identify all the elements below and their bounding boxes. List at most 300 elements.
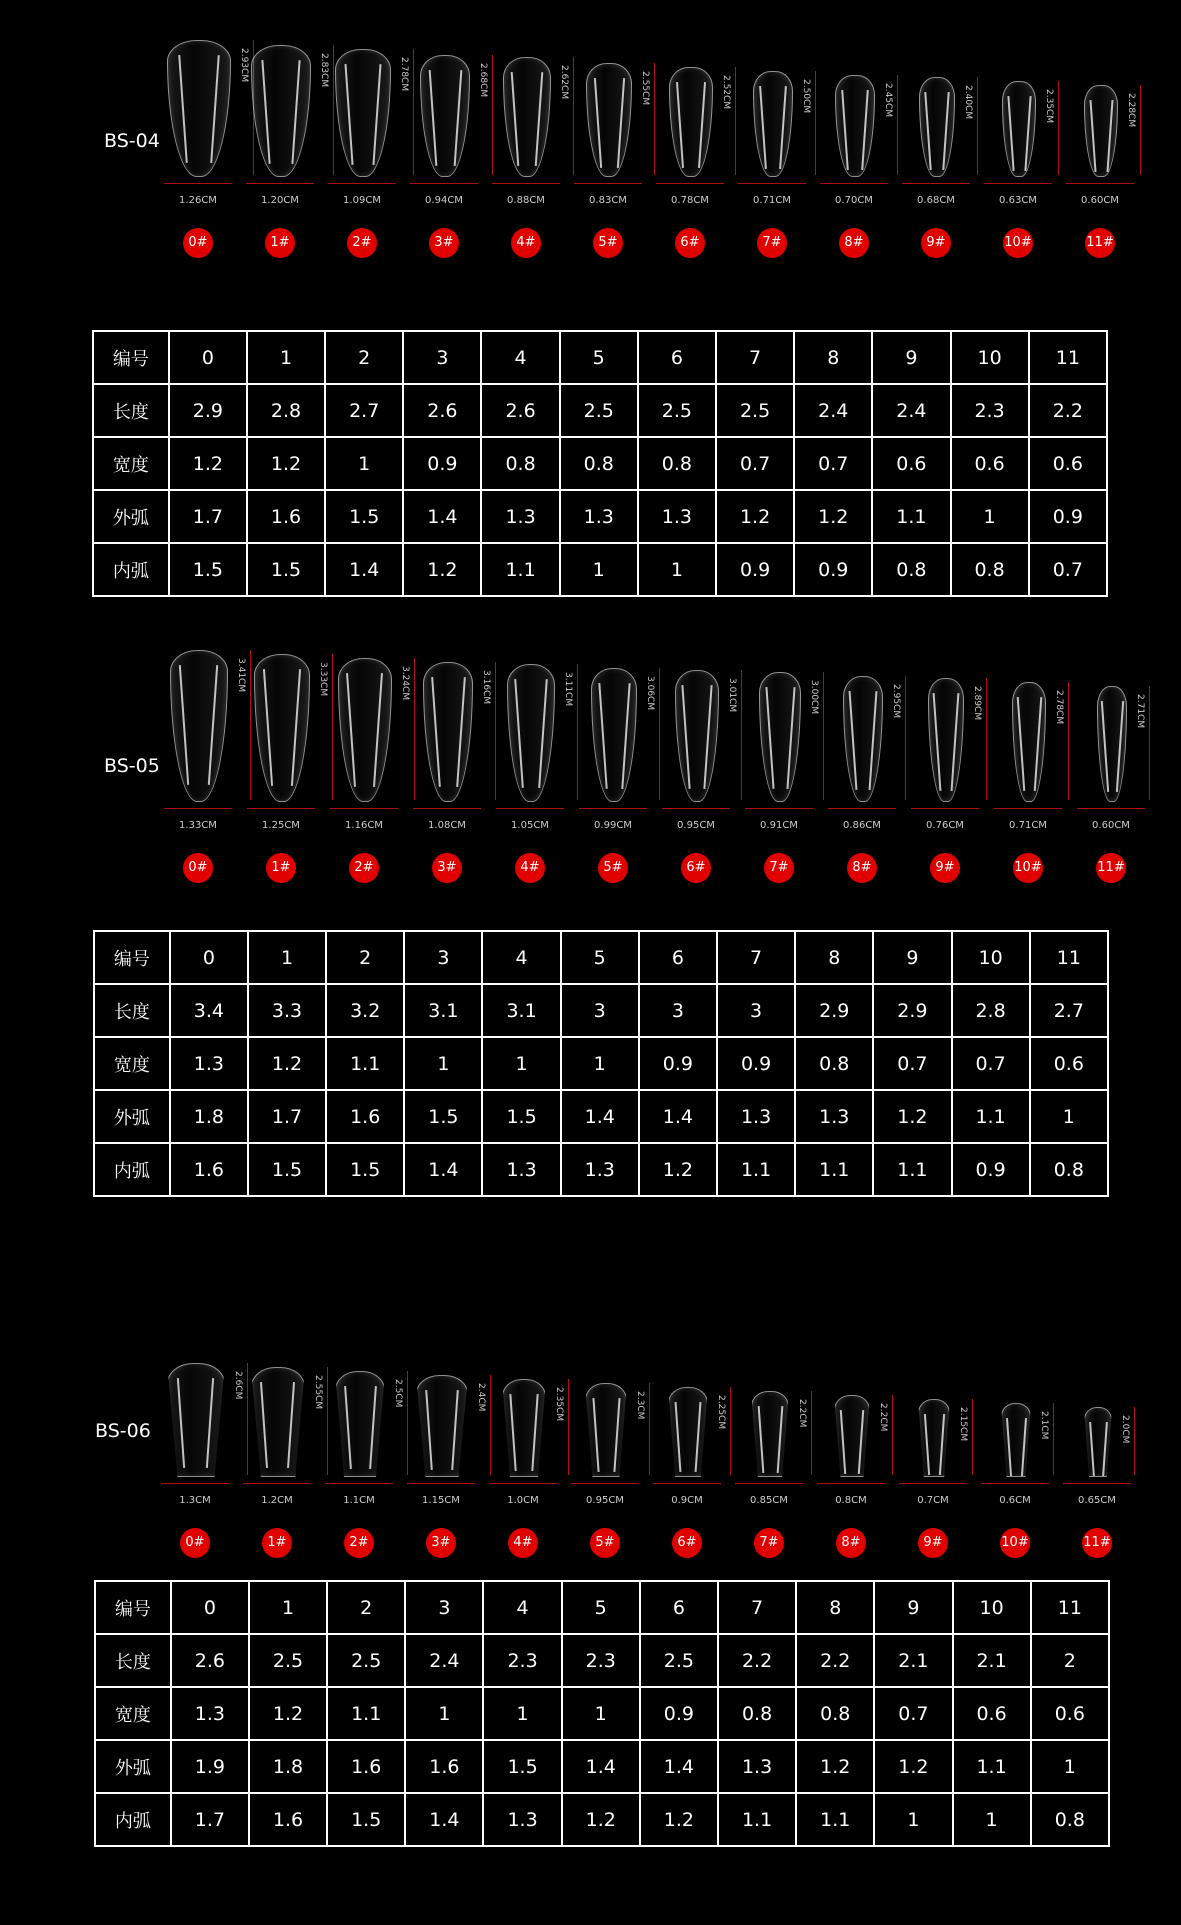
nail-highlight-line: [208, 665, 218, 785]
table-cell: 1.2: [247, 437, 325, 490]
nail-highlight-line: [178, 55, 187, 163]
nail-highlight-line: [535, 72, 543, 166]
length-marker-line: [823, 672, 824, 800]
table-cell: 0.7: [874, 1687, 952, 1740]
size-badge: 11#: [1085, 228, 1115, 258]
size-badge: 5#: [598, 853, 628, 883]
width-marker-line: [489, 1483, 557, 1484]
table-cell: 1.1: [717, 1143, 795, 1196]
table-row: [95, 1740, 1109, 1793]
table-cell: 4: [483, 1581, 561, 1634]
table-cell: 1.5: [483, 1740, 561, 1793]
nail-highlight-line: [849, 691, 857, 790]
nail-length-label: 2.40CM: [963, 85, 973, 120]
nail-length-label: 3.00CM: [809, 680, 819, 715]
nail-length-label: 2.71CM: [1135, 694, 1145, 729]
nail-tip: [507, 664, 555, 802]
table-cell: 3.2: [326, 984, 404, 1037]
nail-tip: [335, 1371, 385, 1477]
table-cell: 10: [952, 931, 1030, 984]
width-marker-line: [738, 183, 806, 184]
table-cell: 1.6: [170, 1143, 248, 1196]
length-marker-line: [1068, 682, 1069, 800]
nail-tip: [675, 670, 719, 802]
table-cell: 1.2: [248, 1037, 326, 1090]
length-marker-line: [1149, 686, 1150, 800]
table-cell: 0.9: [716, 543, 794, 596]
size-badge: 11#: [1082, 1528, 1112, 1558]
table-cell: 1.4: [640, 1740, 718, 1793]
length-marker-line: [741, 670, 742, 800]
width-marker-line: [247, 808, 315, 809]
table-cell: 2.9: [873, 984, 951, 1037]
row-header-cell: 宽度: [94, 1037, 170, 1090]
nail-highlight-line: [682, 685, 691, 789]
width-marker-line: [410, 183, 478, 184]
table-cell: 11: [1030, 931, 1108, 984]
table-cell: 2.2: [718, 1634, 796, 1687]
nail-width-label: 0.83CM: [589, 195, 627, 206]
table-cell: 0.8: [718, 1687, 796, 1740]
nail-length-label: 2.4CM: [476, 1383, 486, 1412]
table-cell: 7: [716, 331, 794, 384]
size-badge: 3#: [429, 228, 459, 258]
table-cell: 0.7: [1029, 543, 1107, 596]
nail-length-label: 2.83CM: [319, 53, 329, 88]
width-marker-line: [662, 808, 730, 809]
nail-width-label: 0.65CM: [1078, 1495, 1116, 1506]
nail-highlight-line: [206, 1378, 214, 1467]
nail-width-label: 1.09CM: [343, 195, 381, 206]
length-marker-line: [1053, 1403, 1054, 1475]
nail-highlight-line: [1090, 100, 1097, 172]
size-badge: 0#: [183, 228, 213, 258]
nail-length-label: 2.52CM: [721, 75, 731, 110]
table-cell: 1.5: [325, 490, 403, 543]
nail-width-label: 0.7CM: [917, 1495, 949, 1506]
table-cell: 1.6: [249, 1793, 327, 1846]
table-cell: 1.5: [326, 1143, 404, 1196]
nail-tip: [753, 71, 793, 177]
width-marker-line: [328, 183, 396, 184]
table-cell: 1.1: [718, 1793, 796, 1846]
nail-highlight-line: [1024, 96, 1031, 171]
nail-highlight-line: [695, 1402, 701, 1472]
table-cell: 11: [1031, 1581, 1109, 1634]
nail-highlight-line: [951, 693, 959, 790]
table-cell: 2.8: [952, 984, 1030, 1037]
nail-tip: [759, 672, 801, 802]
nail-length-label: 2.89CM: [972, 686, 982, 721]
table-cell: 0.8: [638, 437, 716, 490]
table-cell: 3: [404, 931, 482, 984]
row-header-cell: 外弧: [95, 1740, 171, 1793]
table-cell: 2.3: [562, 1634, 640, 1687]
nail-length-label: 2.6CM: [233, 1371, 243, 1400]
table-cell: 1.2: [796, 1740, 874, 1793]
nail-length-label: 2.1CM: [1039, 1411, 1049, 1440]
nail-highlight-line: [858, 1410, 864, 1474]
size-badge: 10#: [1000, 1528, 1030, 1558]
table-row: [93, 384, 1107, 437]
table-cell: 1.8: [170, 1090, 248, 1143]
table-cell: 3: [561, 984, 639, 1037]
table-cell: 1.2: [403, 543, 481, 596]
nail-width-label: 0.68CM: [917, 195, 955, 206]
model-code: BS-05: [104, 755, 160, 777]
table-cell: 6: [639, 931, 717, 984]
size-badge: 5#: [590, 1528, 620, 1558]
nail-tip: [1002, 81, 1036, 177]
width-marker-line: [653, 1483, 721, 1484]
nail-length-label: 3.24CM: [400, 666, 410, 701]
size-badge: 9#: [918, 1528, 948, 1558]
table-cell: 3.1: [482, 984, 560, 1037]
nail-tip: [170, 650, 228, 802]
nail-highlight-line: [261, 60, 270, 164]
table-cell: 1.1: [327, 1687, 405, 1740]
table-cell: 1.3: [718, 1740, 796, 1793]
size-badge: 4#: [508, 1528, 538, 1558]
nail-length-label: 3.01CM: [727, 678, 737, 713]
width-marker-line: [164, 808, 232, 809]
nail-highlight-line: [287, 1382, 295, 1468]
table-cell: 1.6: [247, 490, 325, 543]
width-marker-line: [164, 183, 232, 184]
table-cell: 1: [249, 1581, 327, 1634]
table-cell: 1.3: [717, 1090, 795, 1143]
nail-tip: [420, 55, 470, 177]
width-marker-line: [745, 808, 813, 809]
nail-width-label: 0.86CM: [843, 820, 881, 831]
nail-tip: [167, 40, 231, 177]
nail-highlight-line: [676, 82, 684, 168]
nail-highlight-line: [344, 1386, 351, 1469]
nail-length-label: 2.2CM: [878, 1403, 888, 1432]
table-cell: 1.7: [169, 490, 247, 543]
table-row: [93, 437, 1107, 490]
table-cell: 3.4: [170, 984, 248, 1037]
table-cell: 1.1: [796, 1793, 874, 1846]
nail-highlight-line: [840, 1410, 846, 1474]
nail-highlight-line: [260, 1382, 268, 1468]
nail-width-label: 0.9CM: [671, 1495, 703, 1506]
table-cell: 1.2: [640, 1793, 718, 1846]
nail-tip: [585, 1383, 627, 1477]
nail-tip: [254, 654, 310, 802]
length-marker-line: [407, 1371, 408, 1475]
size-badge: 7#: [754, 1528, 784, 1558]
table-cell: 1.2: [794, 490, 872, 543]
model-code: BS-06: [95, 1420, 151, 1442]
nail-highlight-line: [374, 673, 383, 786]
nail-tip: [1084, 85, 1118, 177]
nail-width-label: 0.95CM: [586, 1495, 624, 1506]
length-marker-line: [659, 668, 660, 800]
length-marker-line: [495, 662, 496, 800]
table-cell: 0.7: [952, 1037, 1030, 1090]
table-cell: 3.3: [248, 984, 326, 1037]
nail-width-label: 1.1CM: [343, 1495, 375, 1506]
nail-highlight-line: [425, 1390, 432, 1470]
table-cell: 2.2: [796, 1634, 874, 1687]
size-badge: 7#: [764, 853, 794, 883]
width-marker-line: [902, 183, 970, 184]
table-cell: 9: [873, 931, 951, 984]
nail-highlight-line: [621, 683, 630, 788]
nail-highlight-line: [291, 669, 301, 786]
table-cell: 0.8: [795, 1037, 873, 1090]
nail-highlight-line: [531, 1394, 538, 1471]
table-cell: 0.7: [716, 437, 794, 490]
table-cell: 8: [795, 931, 873, 984]
row-header-cell: 编号: [94, 931, 170, 984]
table-cell: 0.8: [560, 437, 638, 490]
nail-highlight-line: [538, 679, 547, 788]
table-cell: 2.7: [1030, 984, 1108, 1037]
nail-highlight-line: [346, 673, 355, 786]
nail-length-label: 2.3CM: [635, 1391, 645, 1420]
table-cell: 0.7: [873, 1037, 951, 1090]
nail-width-label: 1.08CM: [428, 820, 466, 831]
nail-highlight-line: [1089, 1422, 1094, 1476]
table-cell: 0.8: [1031, 1793, 1109, 1846]
nail-width-label: 1.26CM: [179, 195, 217, 206]
width-marker-line: [981, 1483, 1049, 1484]
table-cell: 1.3: [170, 1037, 248, 1090]
nail-length-label: 2.68CM: [478, 63, 488, 98]
table-cell: 1.3: [560, 490, 638, 543]
nail-tip: [669, 67, 713, 177]
nail-width-label: 1.20CM: [261, 195, 299, 206]
nail-length-label: 2.2CM: [797, 1399, 807, 1428]
size-badge: 1#: [262, 1528, 292, 1558]
width-marker-line: [574, 183, 642, 184]
nail-length-label: 2.45CM: [883, 83, 893, 118]
size-badge: 8#: [847, 853, 877, 883]
size-badge: 6#: [672, 1528, 702, 1558]
nail-length-label: 2.78CM: [399, 57, 409, 92]
row-header-cell: 宽度: [95, 1687, 171, 1740]
nail-width-label: 0.8CM: [835, 1495, 867, 1506]
length-marker-line: [250, 650, 251, 800]
table-cell: 1.3: [171, 1687, 249, 1740]
table-cell: 8: [796, 1581, 874, 1634]
nail-length-label: 2.95CM: [891, 684, 901, 719]
table-cell: 0.9: [1029, 490, 1107, 543]
nail-highlight-line: [372, 64, 381, 165]
size-badge: 11#: [1096, 853, 1126, 883]
width-marker-line: [571, 1483, 639, 1484]
width-marker-line: [161, 1483, 229, 1484]
row-header-cell: 外弧: [94, 1090, 170, 1143]
table-cell: 0.6: [1029, 437, 1107, 490]
nail-length-label: 3.11CM: [563, 672, 573, 707]
width-marker-line: [243, 1483, 311, 1484]
table-cell: 5: [561, 931, 639, 984]
nail-highlight-line: [675, 1402, 681, 1472]
nail-width-label: 0.99CM: [594, 820, 632, 831]
nail-highlight-line: [703, 685, 712, 789]
nail-highlight-line: [510, 1394, 517, 1471]
nail-length-label: 2.15CM: [958, 1407, 968, 1442]
nail-width-label: 1.16CM: [345, 820, 383, 831]
nail-highlight-line: [451, 1390, 458, 1470]
table-cell: 1.3: [481, 490, 559, 543]
length-marker-line: [986, 678, 987, 800]
size-spec-table: [94, 1580, 1110, 1847]
nail-width-label: 0.70CM: [835, 195, 873, 206]
table-cell: 2.9: [169, 384, 247, 437]
nail-highlight-line: [698, 82, 706, 168]
length-marker-line: [905, 676, 906, 800]
nail-width-label: 0.94CM: [425, 195, 463, 206]
length-marker-line: [972, 1399, 973, 1475]
length-marker-line: [413, 49, 414, 175]
size-badge: 5#: [593, 228, 623, 258]
nail-highlight-line: [939, 1414, 945, 1475]
size-badge: 3#: [426, 1528, 456, 1558]
table-cell: 1.4: [561, 1090, 639, 1143]
table-cell: 2.7: [325, 384, 403, 437]
nail-highlight-line: [1116, 701, 1124, 792]
nail-highlight-line: [765, 687, 774, 789]
nail-length-label: 2.55CM: [640, 71, 650, 106]
table-cell: 1.4: [325, 543, 403, 596]
table-cell: 10: [953, 1581, 1031, 1634]
table-cell: 1: [560, 543, 638, 596]
table-row: [95, 1634, 1109, 1687]
table-cell: 1.2: [874, 1740, 952, 1793]
size-badge: 9#: [921, 228, 951, 258]
table-row: [95, 1581, 1109, 1634]
table-cell: 1.5: [248, 1143, 326, 1196]
table-cell: 2.6: [403, 384, 481, 437]
table-cell: 1.7: [248, 1090, 326, 1143]
table-cell: 5: [562, 1581, 640, 1634]
width-marker-line: [820, 183, 888, 184]
nail-highlight-line: [210, 55, 219, 163]
table-cell: 1: [638, 543, 716, 596]
size-badge: 2#: [347, 228, 377, 258]
nail-length-label: 2.50CM: [801, 79, 811, 114]
size-badge: 0#: [180, 1528, 210, 1558]
nail-highlight-line: [923, 1414, 929, 1475]
nail-highlight-line: [428, 70, 436, 166]
nail-tip: [1012, 682, 1046, 802]
table-cell: 0.9: [639, 1037, 717, 1090]
table-cell: 1.1: [872, 490, 950, 543]
table-cell: 1.2: [639, 1143, 717, 1196]
nail-highlight-line: [925, 92, 932, 170]
nail-width-label: 0.76CM: [926, 820, 964, 831]
nail-width-label: 1.05CM: [511, 820, 549, 831]
table-cell: 4: [482, 931, 560, 984]
nail-tip: [167, 1363, 225, 1477]
table-cell: 2.5: [640, 1634, 718, 1687]
table-cell: 2: [1031, 1634, 1109, 1687]
width-marker-line: [407, 1483, 475, 1484]
table-cell: 1: [951, 490, 1029, 543]
width-marker-line: [579, 808, 647, 809]
width-marker-line: [911, 808, 979, 809]
length-marker-line: [332, 654, 333, 800]
nail-highlight-line: [759, 86, 766, 169]
size-spec-table: [93, 930, 1109, 1197]
nail-width-label: 0.71CM: [1009, 820, 1047, 831]
length-marker-line: [1134, 1407, 1135, 1475]
nail-tip: [423, 662, 473, 802]
width-marker-line: [492, 183, 560, 184]
width-marker-line: [413, 808, 481, 809]
nail-tip: [591, 668, 637, 802]
size-badge: 3#: [432, 853, 462, 883]
table-cell: 2: [326, 931, 404, 984]
table-cell: 1.7: [171, 1793, 249, 1846]
length-marker-line: [815, 71, 816, 175]
nail-tip: [502, 1379, 546, 1477]
table-cell: 0: [170, 931, 248, 984]
width-marker-line: [899, 1483, 967, 1484]
table-cell: 2.5: [560, 384, 638, 437]
length-marker-line: [897, 75, 898, 175]
nail-highlight-line: [453, 70, 461, 166]
nail-tip: [1097, 686, 1127, 802]
model-code: BS-04: [104, 130, 160, 152]
length-marker-line: [649, 1383, 650, 1475]
row-header-cell: 内弧: [94, 1143, 170, 1196]
table-cell: 1: [404, 1037, 482, 1090]
nail-highlight-line: [594, 78, 602, 167]
size-badge: 2#: [349, 853, 379, 883]
row-header-cell: 外弧: [93, 490, 169, 543]
nail-width-label: 0.95CM: [677, 820, 715, 831]
nail-width-label: 1.25CM: [262, 820, 300, 831]
nail-length-label: 2.28CM: [1126, 93, 1136, 128]
table-cell: 2.5: [716, 384, 794, 437]
table-cell: 2.3: [483, 1634, 561, 1687]
table-cell: 1.6: [405, 1740, 483, 1793]
nail-highlight-line: [779, 86, 786, 169]
table-cell: 9: [874, 1581, 952, 1634]
nail-highlight-line: [1033, 697, 1041, 791]
width-marker-line: [984, 183, 1052, 184]
table-cell: 1.2: [716, 490, 794, 543]
table-cell: 5: [560, 331, 638, 384]
table-cell: 10: [951, 331, 1029, 384]
table-row: [94, 984, 1108, 1037]
table-cell: 2.5: [327, 1634, 405, 1687]
table-cell: 1.6: [327, 1740, 405, 1793]
table-cell: 2: [327, 1581, 405, 1634]
table-cell: 0.9: [717, 1037, 795, 1090]
table-cell: 1.5: [404, 1090, 482, 1143]
nail-length-label: 2.0CM: [1120, 1415, 1130, 1444]
nail-tip: [668, 1387, 708, 1477]
table-cell: 0.8: [951, 543, 1029, 596]
table-cell: 0.9: [640, 1687, 718, 1740]
table-cell: 1.5: [247, 543, 325, 596]
nail-width-label: 0.71CM: [753, 195, 791, 206]
length-marker-line: [1140, 85, 1141, 175]
table-cell: 1.2: [249, 1687, 327, 1740]
table-row: [94, 1090, 1108, 1143]
nail-highlight-line: [776, 1406, 782, 1473]
nail-highlight-line: [344, 64, 353, 165]
width-marker-line: [656, 183, 724, 184]
table-cell: 1: [405, 1687, 483, 1740]
table-cell: 2: [325, 331, 403, 384]
